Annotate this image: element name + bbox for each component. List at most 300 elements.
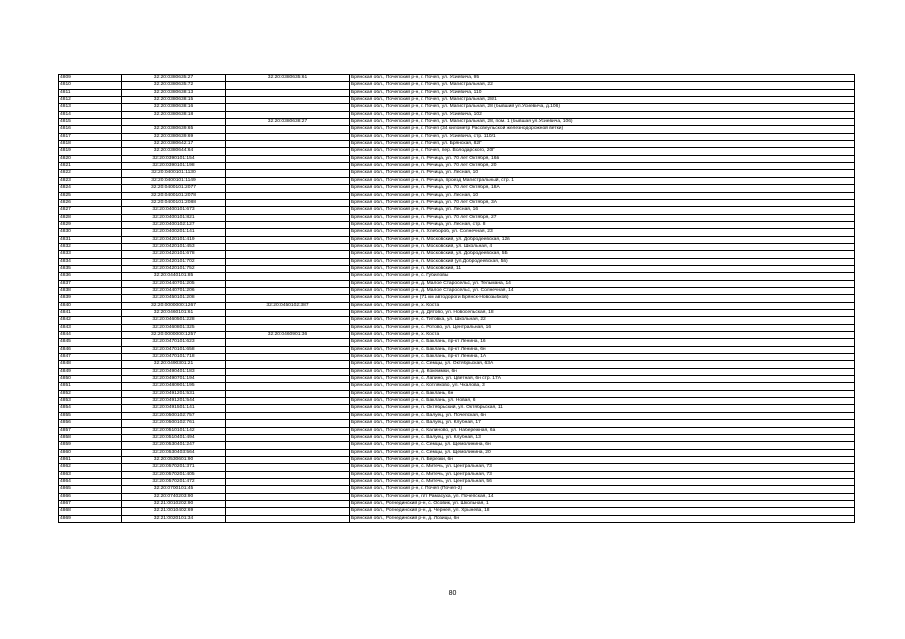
linked-cadastral-number-cell <box>226 376 350 383</box>
linked-cadastral-number-cell <box>226 185 350 192</box>
table-row <box>59 332 855 339</box>
row-index-cell: 4853 <box>59 398 122 405</box>
table-row <box>59 236 855 243</box>
address-cell: Брянская обл., Почепский р-н, г. Почеп, ул. Усиевича, 110 <box>350 89 855 96</box>
row-index-cell: 4869 <box>59 515 122 522</box>
table-row <box>59 170 855 177</box>
table-row <box>59 273 855 280</box>
row-index-cell: 4851 <box>59 383 122 390</box>
row-index-cell: 4854 <box>59 405 122 412</box>
cadastral-number-cell: 32:20:0460101:61 <box>122 310 226 317</box>
table-row <box>59 449 855 456</box>
cadastral-number-cell: 32:20:0450101:208 <box>122 295 226 302</box>
linked-cadastral-number-cell <box>226 126 350 133</box>
row-index-cell: 4866 <box>59 493 122 500</box>
cadastral-number-cell: 32:20:0400101:2078 <box>122 192 226 199</box>
address-cell: Брянская обл., Почепский р-н, х. Коста <box>350 302 855 309</box>
table-row <box>59 97 855 104</box>
linked-cadastral-number-cell <box>226 287 350 294</box>
table-row <box>59 412 855 419</box>
linked-cadastral-number-cell <box>226 464 350 471</box>
table-row <box>59 310 855 317</box>
address-cell: Брянская обл., Почепский р-н, г. Почеп, ул. Усиевича, 95 <box>350 75 855 82</box>
cadastral-number-cell: 32:20:0491201:531 <box>122 390 226 397</box>
cadastral-number-cell: 32:20:0530403:564 <box>122 449 226 456</box>
row-index-cell: 4860 <box>59 449 122 456</box>
linked-cadastral-number-cell <box>226 398 350 405</box>
row-index-cell: 4817 <box>59 133 122 140</box>
linked-cadastral-number-cell <box>226 82 350 89</box>
address-cell: Брянская обл., Почепский р-н, п. Октябрьский, ул. Октябрьская, 11 <box>350 405 855 412</box>
row-index-cell: 4862 <box>59 464 122 471</box>
table-row <box>59 515 855 522</box>
cadastral-number-cell: 32:20:0000000:1267 <box>122 302 226 309</box>
row-index-cell: 4856 <box>59 420 122 427</box>
row-index-cell: 4840 <box>59 302 122 309</box>
row-index-cell: 4816 <box>59 126 122 133</box>
cadastral-number-cell: 32:20:0380639:69 <box>122 133 226 140</box>
row-index-cell: 4826 <box>59 199 122 206</box>
cadastral-number-cell: 32:21:0020101:34 <box>122 515 226 522</box>
address-cell: Брянская обл., Почепский р-н, с. Митечь, ул. Центральная, 56 <box>350 478 855 485</box>
row-index-cell: 4820 <box>59 155 122 162</box>
table-row <box>59 456 855 463</box>
row-index-cell: 4847 <box>59 354 122 361</box>
cadastral-number-cell: 32:20:0440101:85 <box>122 273 226 280</box>
table-row <box>59 163 855 170</box>
table-row <box>59 214 855 221</box>
address-cell: Брянская обл., Почепский р-н, д. Малое Старосельс, ул. Солнечная, 14 <box>350 287 855 294</box>
address-cell: Брянская обл., Почепский р-н, п. Московский, ул. Добродеевская, 12в <box>350 236 855 243</box>
row-index-cell: 4857 <box>59 427 122 434</box>
address-cell: Брянская обл., Почепский р-н, г. Почеп, ул. Усиевича, 102 <box>350 111 855 118</box>
cadastral-number-cell: 32:20:0400101:821 <box>122 214 226 221</box>
cadastral-number-cell: 32:20:0390101:198 <box>122 163 226 170</box>
row-index-cell: 4841 <box>59 310 122 317</box>
table-row <box>59 295 855 302</box>
linked-cadastral-number-cell <box>226 493 350 500</box>
cadastral-number-cell: 32:20:0400101:1149 <box>122 177 226 184</box>
table-row <box>59 317 855 324</box>
linked-cadastral-number-cell <box>226 405 350 412</box>
address-cell: Брянская обл., Почепский р-н, г. Почеп, пер. Володарского, 20Г <box>350 148 855 155</box>
row-index-cell: 4865 <box>59 486 122 493</box>
address-cell: Брянская обл., Почепский р-н, г. Почеп, ул. Брянская, 82Г <box>350 141 855 148</box>
row-index-cell: 4868 <box>59 508 122 515</box>
table-row <box>59 104 855 111</box>
linked-cadastral-number-cell <box>226 280 350 287</box>
cadastral-number-cell: 32:20:0420101:678 <box>122 251 226 258</box>
address-cell: Брянская обл., Почепский р-н, п. Речица, ул. 70 лет Октября, 27 <box>350 214 855 221</box>
linked-cadastral-number-cell <box>226 251 350 258</box>
cadastral-number-cell: 32:20:0530401:247 <box>122 442 226 449</box>
row-index-cell: 4810 <box>59 82 122 89</box>
linked-cadastral-number-cell <box>226 236 350 243</box>
linked-cadastral-number-cell <box>226 243 350 250</box>
linked-cadastral-number-cell <box>226 192 350 199</box>
row-index-cell: 4848 <box>59 361 122 368</box>
table-row <box>59 280 855 287</box>
address-cell: Брянская обл., Почепский р-н, с. Валуец, ул. Клубная, 13 <box>350 434 855 441</box>
row-index-cell: 4837 <box>59 280 122 287</box>
address-cell: Брянская обл., Почепский р-н, с. Ротово, ул. Центральная, 16 <box>350 324 855 331</box>
row-index-cell: 4861 <box>59 456 122 463</box>
cadastral-number-cell: 32:20:0420101:453 <box>122 243 226 250</box>
cadastral-number-cell: 32:20:0400101:1130 <box>122 170 226 177</box>
cadastral-number-cell: 32:20:0420101:752 <box>122 265 226 272</box>
address-cell: Брянская обл., Почепский р-н, с. Баклань, пр-кт Ленина, 16 <box>350 339 855 346</box>
table-row <box>59 339 855 346</box>
linked-cadastral-number-cell <box>226 310 350 317</box>
row-index-cell: 4867 <box>59 500 122 507</box>
row-index-cell: 4809 <box>59 75 122 82</box>
table-row <box>59 155 855 162</box>
row-index-cell: 4812 <box>59 97 122 104</box>
address-cell: Брянская обл., Рогнединский р-н, д. Чернея, ул. Хрынева, 18 <box>350 508 855 515</box>
cadastral-number-cell: 32:20:0380638:16 <box>122 104 226 111</box>
cadastral-number-cell: 32:20:0380635:72 <box>122 82 226 89</box>
cadastral-number-cell: 32:20:0420101:419 <box>122 236 226 243</box>
cadastral-number-cell: 32:20:0491201:544 <box>122 398 226 405</box>
table-row <box>59 346 855 353</box>
linked-cadastral-number-cell <box>226 163 350 170</box>
cadastral-number-cell: 32:20:0490701:194 <box>122 376 226 383</box>
cadastral-number-cell: 32:20:0400101:2077 <box>122 185 226 192</box>
cadastral-number-cell: 32:20:0700101:45 <box>122 486 226 493</box>
table-row <box>59 354 855 361</box>
cadastral-number-cell: 32:20:0400102:127 <box>122 221 226 228</box>
cadastral-number-cell: 32:20:0570201:405 <box>122 471 226 478</box>
address-cell: Брянская обл., Почепский р-н, п. Речица, ул. 70 лет Октября, 16в <box>350 155 855 162</box>
linked-cadastral-number-cell <box>226 420 350 427</box>
cadastral-number-cell: 32:20:0740203:90 <box>122 493 226 500</box>
address-cell: Брянская обл., Почепский р-н, п. Речица, ул. Лесная, 10 <box>350 170 855 177</box>
table-row <box>59 192 855 199</box>
table-row <box>59 119 855 126</box>
row-index-cell: 4864 <box>59 478 122 485</box>
linked-cadastral-number-cell <box>226 214 350 221</box>
row-index-cell: 4815 <box>59 119 122 126</box>
linked-cadastral-number-cell <box>226 471 350 478</box>
row-index-cell: 4827 <box>59 207 122 214</box>
table-row <box>59 324 855 331</box>
linked-cadastral-number-cell <box>226 89 350 96</box>
address-cell: Брянская обл., Почепский р-н, п. Речица, ул. Лесная, стр. 8 <box>350 221 855 228</box>
address-cell: Брянская обл., Почепский р-н, с. Валуец, ул. Почепская, 6н <box>350 412 855 419</box>
address-cell: Брянская обл., Почепский р-н, с. Валуец, ул. Клубная, 17 <box>350 420 855 427</box>
linked-cadastral-number-cell <box>226 515 350 522</box>
table-row <box>59 361 855 368</box>
address-cell: Брянская обл., Почепский р-н, с. Семцы, ул. Октябрьская, 63А <box>350 361 855 368</box>
table-row <box>59 464 855 471</box>
address-cell: Брянская обл., Почепский р-н, д. Дятово, ул. Новосельская, 18 <box>350 310 855 317</box>
table-row <box>59 265 855 272</box>
address-cell: Брянская обл., Почепский р-н, п. Московский, ул. Школьная, 4 <box>350 243 855 250</box>
address-cell: Брянская обл., Почепский р-н, п/т Рамасуха, ул. Почепская, 14 <box>350 493 855 500</box>
linked-cadastral-number-cell: 32:20:0450102:387 <box>226 302 350 309</box>
linked-cadastral-number-cell <box>226 170 350 177</box>
cadastral-number-cell: 32:20:0380644:64 <box>122 148 226 155</box>
table-row <box>59 376 855 383</box>
cadastral-number-cell: 32:21:0010402:69 <box>122 508 226 515</box>
cadastral-number-cell: 32:20:0470101:623 <box>122 339 226 346</box>
address-cell: Брянская обл., Почепский р-н, г. Почеп (Почеп-2) <box>350 486 855 493</box>
row-index-cell: 4823 <box>59 177 122 184</box>
table-row <box>59 251 855 258</box>
table-row <box>59 229 855 236</box>
row-index-cell: 4825 <box>59 192 122 199</box>
linked-cadastral-number-cell <box>226 390 350 397</box>
table-row <box>59 75 855 82</box>
address-cell: Брянская обл., Почепский р-н, с. Лапино, ул. Цветная, 6н стр. 17А <box>350 376 855 383</box>
page-number: 80 <box>448 590 457 597</box>
table-row <box>59 420 855 427</box>
address-cell: Брянская обл., Почепский р-н, г. Почеп, ул. Магистральная, 28, пом. 1 (бывшая ул.Усиевича, 106) <box>350 119 855 126</box>
linked-cadastral-number-cell <box>226 207 350 214</box>
table-row <box>59 148 855 155</box>
address-cell: Брянская обл., Почепский р-н, с. Митечь, ул. Центральная, 73 <box>350 464 855 471</box>
cadastral-number-cell: 32:20:0380639:65 <box>122 126 226 133</box>
cadastral-number-cell: 32:20:0380642:17 <box>122 141 226 148</box>
linked-cadastral-number-cell: 32:20:0380638:27 <box>226 119 350 126</box>
row-index-cell: 4835 <box>59 265 122 272</box>
linked-cadastral-number-cell <box>226 229 350 236</box>
cadastral-number-cell: 32:20:0490301:21 <box>122 361 226 368</box>
linked-cadastral-number-cell <box>226 133 350 140</box>
table-row <box>59 383 855 390</box>
row-index-cell: 4855 <box>59 412 122 419</box>
address-cell: Брянская обл., Почепский р-н, с. Семцы, ул. Щемолинина, 20 <box>350 449 855 456</box>
cadastral-number-cell: 32:20:0510101:142 <box>122 427 226 434</box>
address-cell: Брянская обл., Почепский р-н, с. Котляково, ул. Чкалова, 3 <box>350 383 855 390</box>
row-index-cell: 4852 <box>59 390 122 397</box>
table-row <box>59 508 855 515</box>
row-index-cell: 4828 <box>59 214 122 221</box>
row-index-cell: 4836 <box>59 273 122 280</box>
table-row <box>59 258 855 265</box>
row-index-cell: 4859 <box>59 442 122 449</box>
address-cell: Брянская обл., Почепский р-н, п. Хлебороб, ул. Солнечная, 23 <box>350 229 855 236</box>
linked-cadastral-number-cell <box>226 317 350 324</box>
table-row <box>59 141 855 148</box>
cadastral-number-cell: 32:20:0380638:15 <box>122 97 226 104</box>
linked-cadastral-number-cell <box>226 368 350 375</box>
linked-cadastral-number-cell <box>226 339 350 346</box>
linked-cadastral-number-cell <box>226 361 350 368</box>
row-index-cell: 4838 <box>59 287 122 294</box>
table-row <box>59 82 855 89</box>
table-row <box>59 199 855 206</box>
table-row <box>59 185 855 192</box>
address-cell: Брянская обл., Почепский р-н, г. Почеп, ул. Магистральная, 28/1 <box>350 97 855 104</box>
cadastral-number-cell: 32:20:0510401:494 <box>122 434 226 441</box>
table-row <box>59 405 855 412</box>
linked-cadastral-number-cell <box>226 97 350 104</box>
row-index-cell: 4842 <box>59 317 122 324</box>
cadastral-number-cell: 32:20:0491501:141 <box>122 405 226 412</box>
address-cell: Брянская обл., Рогнединский р-н, с. Осовик, ул. Школьная, 1 <box>350 500 855 507</box>
cadastral-number-cell: 32:20:0420101:702 <box>122 258 226 265</box>
table-row <box>59 89 855 96</box>
address-cell: Брянская обл., Почепский р-н, п. Речица, ул. Лесная, 10 <box>350 192 855 199</box>
address-cell: Брянская обл., Почепский р-н, г. Почеп, ул. Усиевича, стр. 110/1 <box>350 133 855 140</box>
table-row <box>59 427 855 434</box>
table-row <box>59 111 855 118</box>
address-cell: Брянская обл., Почепский р-н, п. Речица, ул. 70 лет Октября, 3А <box>350 199 855 206</box>
row-index-cell: 4822 <box>59 170 122 177</box>
table-row <box>59 434 855 441</box>
linked-cadastral-number-cell <box>226 199 350 206</box>
cadastral-number-cell: 32:20:0490401:183 <box>122 368 226 375</box>
linked-cadastral-number-cell <box>226 324 350 331</box>
address-cell: Брянская обл., Почепский р-н, п. Московский, 11 <box>350 265 855 272</box>
row-index-cell: 4818 <box>59 141 122 148</box>
linked-cadastral-number-cell: 32:20:0460901:36 <box>226 332 350 339</box>
cadastral-number-cell: 32:20:0400201:141 <box>122 229 226 236</box>
address-cell: Брянская обл., Почепский р-н, п. Березки, 6н <box>350 456 855 463</box>
linked-cadastral-number-cell <box>226 141 350 148</box>
table-row <box>59 486 855 493</box>
row-index-cell: 4858 <box>59 434 122 441</box>
row-index-cell: 4819 <box>59 148 122 155</box>
cadastral-number-cell: 32:20:0460801:325 <box>122 324 226 331</box>
linked-cadastral-number-cell <box>226 258 350 265</box>
address-cell: Брянская обл., Почепский р-н, с. Губиловы <box>350 273 855 280</box>
address-cell: Брянская обл., Почепский р-н, с. Баклань, 6н <box>350 390 855 397</box>
cadastral-number-cell: 32:20:0570201:472 <box>122 478 226 485</box>
linked-cadastral-number-cell <box>226 265 350 272</box>
cadastral-number-cell: 32:20:0480901:195 <box>122 383 226 390</box>
row-index-cell: 4831 <box>59 236 122 243</box>
row-index-cell: 4849 <box>59 368 122 375</box>
table-row <box>59 442 855 449</box>
row-index-cell: 4846 <box>59 346 122 353</box>
linked-cadastral-number-cell <box>226 155 350 162</box>
cadastral-number-cell: 32:20:0460501:228 <box>122 317 226 324</box>
linked-cadastral-number-cell <box>226 442 350 449</box>
linked-cadastral-number-cell <box>226 486 350 493</box>
table-row <box>59 398 855 405</box>
registry-table-body <box>59 75 855 523</box>
cadastral-number-cell: 32:20:0440701:205 <box>122 280 226 287</box>
linked-cadastral-number-cell <box>226 508 350 515</box>
table-row <box>59 243 855 250</box>
linked-cadastral-number-cell: 32:20:0380635:61 <box>226 75 350 82</box>
row-index-cell: 4811 <box>59 89 122 96</box>
address-cell: Брянская обл., Почепский р-н, п. Московский, ул. Добродеевская, 5Б <box>350 251 855 258</box>
cadastral-number-cell: 32:20:0390101:154 <box>122 155 226 162</box>
row-index-cell: 4813 <box>59 104 122 111</box>
table-row <box>59 390 855 397</box>
address-cell: Брянская обл., Почепский р-н, д. Малое Старосельс, ул. Тельмана, 14 <box>350 280 855 287</box>
row-index-cell: 4843 <box>59 324 122 331</box>
table-row <box>59 207 855 214</box>
linked-cadastral-number-cell <box>226 177 350 184</box>
table-row <box>59 478 855 485</box>
address-cell: Брянская обл., Почепский р-н, п. Речица, ул. 70 лет Октября, 18А <box>350 185 855 192</box>
cadastral-number-cell: 32:20:0000000:1257 <box>122 332 226 339</box>
linked-cadastral-number-cell <box>226 427 350 434</box>
linked-cadastral-number-cell <box>226 449 350 456</box>
cadastral-number-cell: 32:21:0010202:90 <box>122 500 226 507</box>
cadastral-number-cell: 32:20:0530601:90 <box>122 456 226 463</box>
row-index-cell: 4814 <box>59 111 122 118</box>
cadastral-number-cell: 32:20:0440701:206 <box>122 287 226 294</box>
cadastral-number-cell: 32:20:0400101:2088 <box>122 199 226 206</box>
row-index-cell: 4821 <box>59 163 122 170</box>
row-index-cell: 4833 <box>59 251 122 258</box>
cadastral-number-cell: 32:20:0380638:18 <box>122 111 226 118</box>
linked-cadastral-number-cell <box>226 500 350 507</box>
address-cell: Брянская обл., Почепский р-н, п. Московский (ул.Добродеевская, 5в) <box>350 258 855 265</box>
table-row <box>59 471 855 478</box>
row-index-cell: 4845 <box>59 339 122 346</box>
cadastral-number-cell: 32:20:0500102:757 <box>122 412 226 419</box>
address-cell: Брянская обл., Почепский р-н, с. Баклань, пр-кт Ленина, 6н <box>350 346 855 353</box>
address-cell: Брянская обл., Почепский р-н, д. Кокеммки, 6н <box>350 368 855 375</box>
row-index-cell: 4832 <box>59 243 122 250</box>
linked-cadastral-number-cell <box>226 221 350 228</box>
cadastral-number-cell: 32:20:0500102:761 <box>122 420 226 427</box>
cadastral-number-cell: 32:20:0470101:718 <box>122 354 226 361</box>
row-index-cell: 4830 <box>59 229 122 236</box>
linked-cadastral-number-cell <box>226 383 350 390</box>
registry-table <box>58 74 855 523</box>
row-index-cell: 4844 <box>59 332 122 339</box>
table-row <box>59 133 855 140</box>
cadastral-number-cell: 32:20:0400101:673 <box>122 207 226 214</box>
table-row <box>59 177 855 184</box>
address-cell: Брянская обл., Почепский р-н, г. Почеп (34 километр Рассвеульской железнодорожной ветки) <box>350 126 855 133</box>
address-cell: Брянская обл., Почепский р-н, с. Титовка, ул. Школьная, 22 <box>350 317 855 324</box>
row-index-cell: 4863 <box>59 471 122 478</box>
cadastral-number-cell <box>122 119 226 126</box>
address-cell: Брянская обл., Почепский р-н, х. Коста <box>350 332 855 339</box>
row-index-cell: 4824 <box>59 185 122 192</box>
linked-cadastral-number-cell <box>226 456 350 463</box>
linked-cadastral-number-cell <box>226 148 350 155</box>
address-cell: Брянская обл., Рогнединский р-н, д. Лозицы, 6н <box>350 515 855 522</box>
address-cell: Брянская обл., Почепский р-н, с. Баклань, пр-кт Ленина, 1А <box>350 354 855 361</box>
address-cell: Брянская обл., Почепский р-н, г. Почеп, ул. Магистральная, 28 (бывший ул.Усиевича, д.106) <box>350 104 855 111</box>
table-row <box>59 368 855 375</box>
row-index-cell: 4850 <box>59 376 122 383</box>
table-row <box>59 126 855 133</box>
address-cell: Брянская обл., Почепский р-н, г. Почеп, ул. Магистральная, 22 <box>350 82 855 89</box>
linked-cadastral-number-cell <box>226 412 350 419</box>
table-row <box>59 302 855 309</box>
address-cell: Брянская обл., Почепский р-н, с. Баклань, ул. Новая, 6 <box>350 398 855 405</box>
table-row <box>59 287 855 294</box>
address-cell: Брянская обл., Почепский р-н, с. Митечь, ул. Центральная, 73 <box>350 471 855 478</box>
cadastral-number-cell: 32:20:0570201:371 <box>122 464 226 471</box>
address-cell: Брянская обл., Почепский р-н (71 км автодороги Брянск-Новозыбков) <box>350 295 855 302</box>
linked-cadastral-number-cell <box>226 295 350 302</box>
linked-cadastral-number-cell <box>226 104 350 111</box>
row-index-cell: 4839 <box>59 295 122 302</box>
table-row <box>59 221 855 228</box>
linked-cadastral-number-cell <box>226 273 350 280</box>
linked-cadastral-number-cell <box>226 434 350 441</box>
cadastral-number-cell: 32:20:0380638:13 <box>122 89 226 96</box>
linked-cadastral-number-cell <box>226 478 350 485</box>
cadastral-number-cell: 32:20:0380635:27 <box>122 75 226 82</box>
row-index-cell: 4834 <box>59 258 122 265</box>
address-cell: Брянская обл., Почепский р-н, п. Речица, проезд Магистральный, стр. 1 <box>350 177 855 184</box>
row-index-cell: 4829 <box>59 221 122 228</box>
linked-cadastral-number-cell <box>226 111 350 118</box>
table-row <box>59 500 855 507</box>
